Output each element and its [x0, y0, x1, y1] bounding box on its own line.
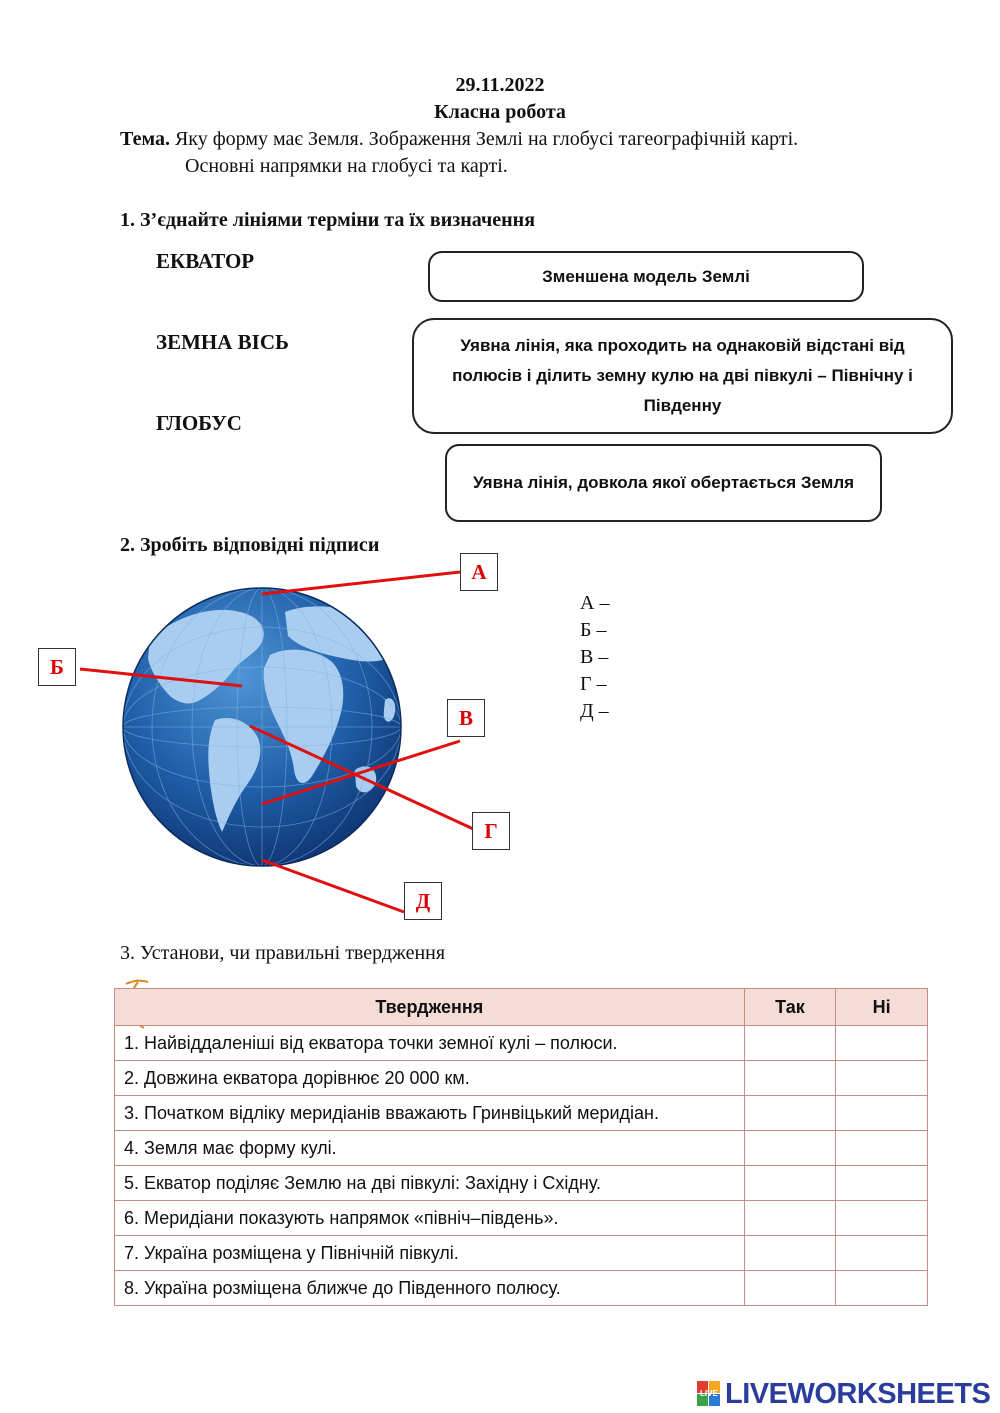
label-box-g: Г: [472, 812, 510, 850]
answer-no-cell[interactable]: [836, 1166, 928, 1201]
task2-heading: 2. Зробіть відповідні підписи: [120, 534, 380, 556]
label-box-v: В: [447, 699, 485, 737]
answer-yes-cell[interactable]: [744, 1061, 836, 1096]
topic-text-1: Яку форму має Земля. Зображення Землі на глобусі тагеографічній карті.: [169, 128, 799, 150]
answer-yes-cell[interactable]: [744, 1026, 836, 1061]
answer-no-cell[interactable]: [836, 1236, 928, 1271]
table-row: [115, 1166, 928, 1201]
definition-box-equator[interactable]: [412, 318, 953, 434]
answer-yes-cell[interactable]: [744, 1236, 836, 1271]
column-header-no: Ні: [836, 989, 928, 1026]
liveworksheets-logo: [697, 1378, 990, 1410]
answer-no-cell[interactable]: [836, 1131, 928, 1166]
table-row: [115, 1201, 928, 1236]
statement-text: 2. Довжина екватора дорівнює 20 000 км.: [115, 1061, 745, 1096]
statement-text: 5. Екватор поділяє Землю на дві півкулі: Західну і Східну.: [115, 1166, 745, 1201]
answer-no-cell[interactable]: [836, 1096, 928, 1131]
table-row: [115, 1061, 928, 1096]
column-header-yes: Так: [744, 989, 836, 1026]
answer-d[interactable]: Д –: [580, 700, 609, 722]
table-row: [115, 1096, 928, 1131]
statements-table: [114, 988, 928, 1306]
topic-label: Тема.: [120, 128, 170, 150]
table-row: [115, 1026, 928, 1061]
answer-g[interactable]: Г –: [580, 673, 607, 695]
logo-text: LIVEWORKSHEETS: [725, 1377, 991, 1410]
answer-list: [580, 590, 609, 725]
answer-a[interactable]: А –: [580, 592, 610, 614]
table-row: [115, 1131, 928, 1166]
label-box-d: Д: [404, 882, 442, 920]
answer-no-cell[interactable]: [836, 1061, 928, 1096]
answer-no-cell[interactable]: [836, 1201, 928, 1236]
topic-text-2: Основні напрямки на глобусі та карті.: [185, 155, 508, 177]
label-box-a: А: [460, 553, 498, 591]
table-row: [115, 1236, 928, 1271]
term-equator[interactable]: ЕКВАТОР: [156, 249, 255, 273]
answer-b[interactable]: Б –: [580, 619, 607, 641]
answer-yes-cell[interactable]: [744, 1096, 836, 1131]
statement-text: 8. Україна розміщена ближче до Південного полюсу.: [115, 1271, 745, 1306]
definition-box-axis[interactable]: [445, 444, 882, 522]
date: 29.11.2022: [455, 74, 545, 96]
table-row: [115, 1271, 928, 1306]
globe-figure: [0, 540, 560, 940]
task3-heading: 3. Установи, чи правильні твердження: [120, 942, 446, 964]
answer-v[interactable]: В –: [580, 646, 609, 668]
answer-yes-cell[interactable]: [744, 1271, 836, 1306]
logo-badge-text: LIVE: [700, 1389, 718, 1398]
table-header-row: [115, 989, 928, 1026]
term-globe[interactable]: ГЛОБУС: [156, 411, 242, 435]
term-earth-axis[interactable]: ЗЕМНА ВІСЬ: [156, 330, 289, 354]
statement-text: 7. Україна розміщена у Північній півкулі.: [115, 1236, 745, 1271]
answer-no-cell[interactable]: [836, 1026, 928, 1061]
answer-yes-cell[interactable]: [744, 1166, 836, 1201]
answer-yes-cell[interactable]: [744, 1201, 836, 1236]
definition-text-1: Зменшена модель Землі: [542, 266, 750, 286]
answer-yes-cell[interactable]: [744, 1131, 836, 1166]
statement-text: 3. Початком відліку меридіанів вважають Гринвіцький меридіан.: [115, 1096, 745, 1131]
statement-text: 4. Земля має форму кулі.: [115, 1131, 745, 1166]
statement-text: 6. Меридіани показують напрямок «північ–південь».: [115, 1201, 745, 1236]
label-box-b: Б: [38, 648, 76, 686]
page-title: Класна робота: [434, 101, 566, 123]
column-header-statement: Твердження: [115, 989, 745, 1026]
statement-text: 1. Найвіддаленіші від екватора точки земної кулі – полюси.: [115, 1026, 745, 1061]
answer-no-cell[interactable]: [836, 1271, 928, 1306]
topic-line-1: [120, 128, 798, 151]
definition-box-globe[interactable]: [428, 251, 864, 302]
task1-heading: 1. З’єднайте лініями терміни та їх визначення: [120, 209, 536, 231]
definition-text-3: Уявна лінія, довкола якої обертається Земля: [472, 473, 855, 492]
definition-text-2: Уявна лінія, яка проходить на однаковій відстані від полюсів і ділить земну кулю на дві півкулі – Північну і Південну: [452, 336, 913, 415]
